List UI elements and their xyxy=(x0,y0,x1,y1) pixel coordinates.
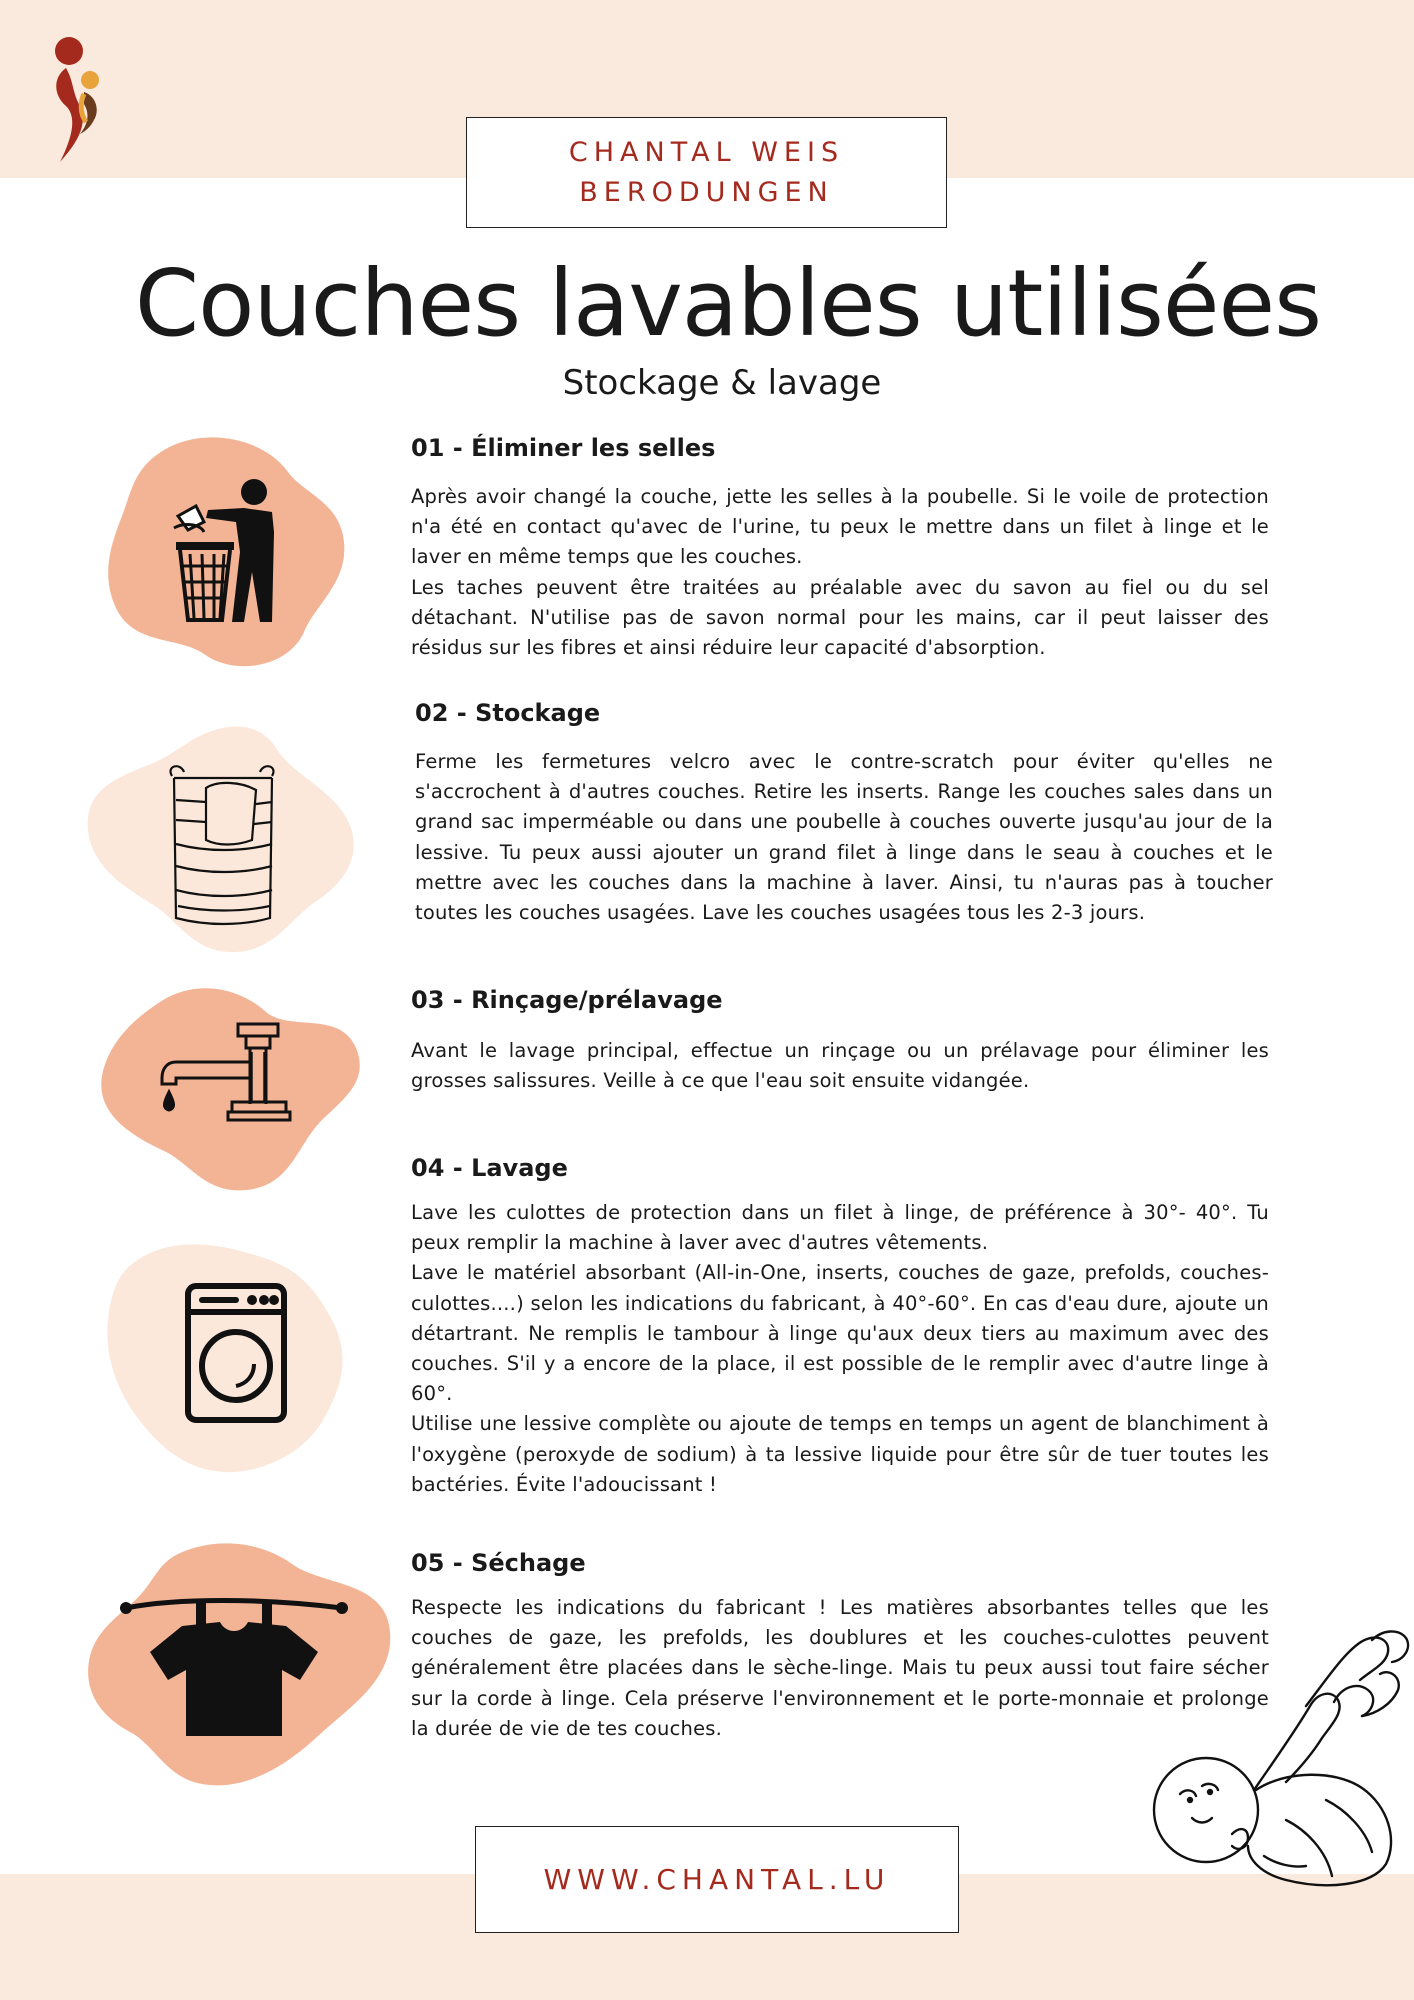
section-2-blob xyxy=(86,720,360,952)
section-4-paragraph-1: Lave les culottes de protection dans un filet à linge, de préférence à 30°- 40°. Tu peux remplir la machine à laver avec d'autres vêtements. xyxy=(411,1201,1269,1255)
section-3-title: 03 - Rinçage/prélavage xyxy=(411,986,723,1014)
section-1-title: 01 - Éliminer les selles xyxy=(411,434,716,462)
website-box xyxy=(475,1826,959,1933)
section-1-paragraph-2: Les taches peuvent être traitées au préalable avec du savon au fiel ou du sel détachant. N'utilise pas de savon normal pour les mains, car il peut laisser des résidus sur les fibres et ainsi réduire leur capacité d'absorption. xyxy=(411,575,1269,660)
website-link[interactable]: WWW.CHANTAL.LU xyxy=(543,1863,891,1896)
header-location: BERODUNGEN xyxy=(579,176,834,208)
header-box xyxy=(466,117,947,228)
section-5-paragraph-1: Respecte les indications du fabricant ! Les matières absorbantes telles que les couches de gaze, les prefolds, les doublures et les couches-culottes peuvent généralement être placées dans le sèche-linge. Mais tu peux aussi tout faire sécher sur la corde à linge. Cela préserve l'environnement et le porte-monnaie et prolonge la durée de vie de tes couches. xyxy=(411,1596,1269,1740)
section-4-blob xyxy=(104,1240,352,1474)
section-4-paragraph-3: Utilise une lessive complète ou ajoute de temps en temps un agent de blanchiment à l'oxygène (peroxyde de sodium) à ta lessive liquide pour être sûr de tuer toutes les bactéries. Évite l'adoucissant ! xyxy=(411,1412,1269,1496)
section-2 xyxy=(415,697,1273,928)
page-title: Couches lavables utilisées xyxy=(134,250,1322,357)
section-1-blob xyxy=(104,432,350,672)
section-5-blob xyxy=(86,1540,392,1790)
section-3-blob xyxy=(100,982,362,1192)
brand-logo-icon xyxy=(44,34,114,166)
page-subtitle: Stockage & lavage xyxy=(562,363,882,403)
section-1 xyxy=(411,432,1269,663)
section-1-paragraph-1: Après avoir changé la couche, jette les selles à la poubelle. Si le voile de protection n'a été en contact qu'avec de l'urine, tu peux le mettre dans un filet à linge et le laver en même temps que les couches. xyxy=(411,485,1269,569)
section-2-paragraph-1: Ferme les fermetures velcro avec le contre-scratch pour éviter qu'elles ne s'accrochent à d'autres couches. Retire les inserts. Range les couches sales dans un grand sac imperméable ou dans une poubelle à couches ouverte jusqu'au jour de la lessive. Tu peux aussi ajouter un grand filet à linge dans le seau à couches et le mettre avec les couches dans la machine à laver. Ainsi, tu n'auras pas à toucher toutes les couches usagées. Lave les couches usagées tous les 2-3 jours. xyxy=(415,750,1273,925)
section-4 xyxy=(411,1152,1269,1500)
header-name: CHANTAL WEIS xyxy=(568,136,845,168)
section-4-paragraph-2: Lave le matériel absorbant (All-in-One, inserts, couches de gaze, prefolds, couches-culottes....) selon les indications du fabricant, à 40°-60°. En cas d'eau dure, ajoute un détartrant. Ne remplis le tambour à linge qu'aux deux tiers au maximum avec des couches. S'il y a encore de la place, il est possible de le remplir avec d'autre linge à 60°. xyxy=(411,1261,1269,1406)
section-2-title: 02 - Stockage xyxy=(415,699,601,727)
section-5-title: 05 - Séchage xyxy=(411,1549,586,1577)
baby-illustration-icon xyxy=(1136,1620,1414,1890)
section-4-title: 04 - Lavage xyxy=(411,1154,568,1182)
section-3 xyxy=(411,984,1269,1096)
section-3-paragraph-1: Avant le lavage principal, effectue un rinçage ou un prélavage pour éliminer les grosses salissures. Veille à ce que l'eau soit ensuite vidangée. xyxy=(411,1039,1269,1093)
